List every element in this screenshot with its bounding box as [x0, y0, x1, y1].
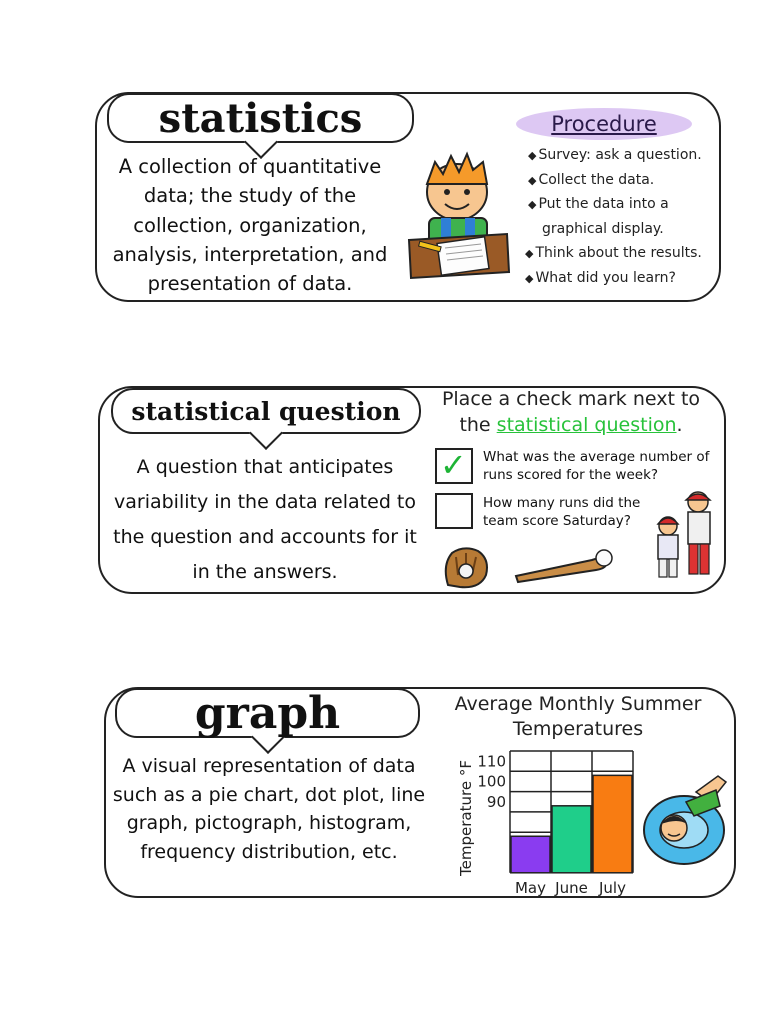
- procedure-step: ◆ Survey: ask a question.: [528, 147, 702, 163]
- baseball-players-illustration: [652, 488, 718, 584]
- option-2-checkbox[interactable]: [435, 493, 473, 529]
- procedure-step: ◆ Put the data into a: [528, 196, 669, 212]
- statistics-definition: A collection of quantitative data; the study of the collection, organization, analysis, interpretation, and presentation of data.: [112, 155, 388, 295]
- statistics-term-box: [107, 93, 414, 143]
- child-on-float-illustration: [640, 772, 730, 872]
- procedure-step: ◆ Collect the data.: [528, 171, 655, 188]
- statistical-question-definition: A question that anticipates variability in the data related to the question and accounts for it in the answers.: [113, 456, 417, 584]
- graph-term-box: [115, 688, 420, 738]
- chart-ytick-label: 90: [486, 792, 506, 811]
- procedure-steps: [525, 143, 702, 290]
- option-1-checkbox[interactable]: [435, 448, 473, 484]
- statistical-question-link[interactable]: statistical question: [496, 413, 677, 436]
- procedure-step-continued: graphical display.: [542, 220, 664, 237]
- check-prompt: Place a check mark next to the statistical question.: [441, 388, 701, 436]
- chart-bar: [511, 836, 550, 873]
- diamond-bullet-icon: ◆: [525, 271, 534, 285]
- option-1-text: What was the average number of runs scored for the week?: [483, 449, 710, 484]
- boy-at-desk-illustration: [405, 148, 515, 283]
- chart-bar: [593, 775, 632, 872]
- procedure-step: ◆ What did you learn?: [525, 269, 676, 286]
- diamond-bullet-icon: ◆: [528, 149, 537, 162]
- chart-ytick-label: 100: [477, 772, 506, 791]
- chart-category-label: July: [599, 878, 626, 897]
- graph-term: graph: [194, 687, 341, 739]
- diamond-bullet-icon: ◆: [525, 247, 534, 260]
- chart-ytick-label: 110: [477, 752, 506, 771]
- baseball-glove-icon: [440, 545, 492, 589]
- statistical-question-term-box: [111, 388, 421, 434]
- chart-title: Average Monthly Summer Temperatures: [454, 693, 702, 740]
- chart-bar: [552, 806, 591, 873]
- graph-definition: A visual representation of data such as a pie chart, dot plot, line graph, pictograph, histogram, frequency distribution, etc.: [112, 755, 426, 863]
- baseball-bat-icon: [512, 546, 622, 586]
- chart-category-label: June: [555, 878, 588, 897]
- checkmark-icon: ✓: [440, 446, 467, 484]
- diamond-bullet-icon: ◆: [528, 198, 537, 211]
- statistical-question-term: statistical question: [131, 396, 401, 426]
- procedure-step: ◆ Think about the results.: [525, 245, 702, 261]
- diamond-bullet-icon: ◆: [528, 173, 537, 187]
- procedure-title: Procedure: [516, 108, 692, 140]
- statistics-term: statistics: [158, 94, 363, 142]
- chart-category-label: May: [514, 878, 547, 897]
- option-2-text: How many runs did the team score Saturday?: [483, 495, 641, 530]
- chart-ylabel: Temperature °F: [457, 760, 475, 876]
